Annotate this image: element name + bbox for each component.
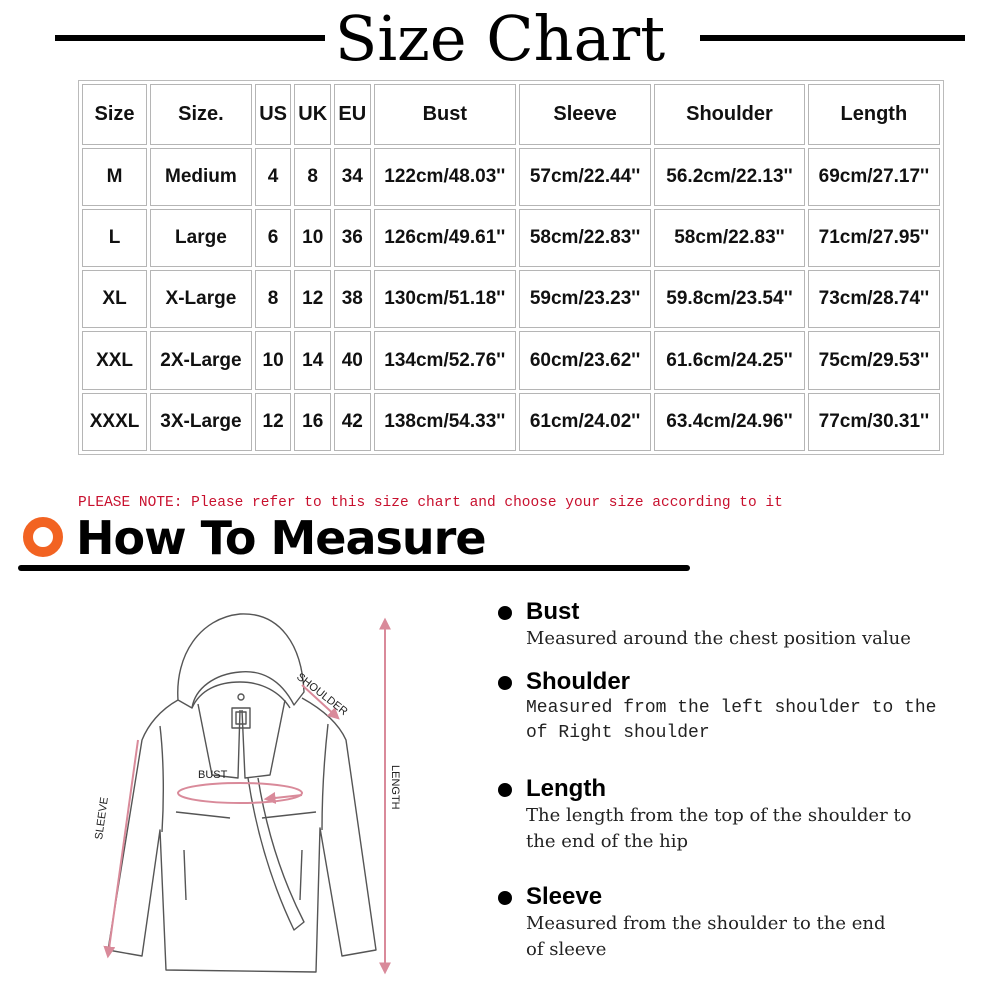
table-cell: 10 (255, 331, 292, 389)
table-cell: 134cm/52.76'' (374, 331, 516, 389)
shoulder-label: SHOULDER (294, 670, 350, 718)
table-row (82, 209, 940, 267)
table-cell: 8 (255, 270, 292, 328)
table-cell: 58cm/22.83'' (519, 209, 651, 267)
table-cell: 3X-Large (150, 393, 252, 451)
size-note: PLEASE NOTE: Please refer to this size chart and choose your size according to it (78, 495, 783, 511)
table-cell: 12 (294, 270, 331, 328)
table-cell: 130cm/51.18'' (374, 270, 516, 328)
size-table (79, 81, 943, 454)
table-cell: 61cm/24.02'' (519, 393, 651, 451)
table-cell: 61.6cm/24.25'' (654, 331, 805, 389)
table-row (82, 331, 940, 389)
definition-text-line: Measured from the shoulder to the end (526, 913, 886, 934)
header-cell: Length (808, 84, 940, 145)
size-table-frame (78, 80, 944, 455)
bullet-icon (498, 891, 512, 905)
sleeve-definition (498, 883, 978, 963)
definition-title: Length (526, 775, 606, 802)
table-cell: XXL (82, 331, 147, 389)
definition-title: Bust (526, 598, 580, 625)
table-cell: 71cm/27.95'' (808, 209, 940, 267)
table-cell: 63.4cm/24.96'' (654, 393, 805, 451)
header-cell: EU (334, 84, 371, 145)
bust-label: BUST (198, 769, 228, 781)
table-cell: 34 (334, 148, 371, 206)
table-cell: 58cm/22.83'' (654, 209, 805, 267)
bullet-icon (498, 676, 512, 690)
sleeve-label: SLEEVE (93, 796, 111, 841)
definition-title: Sleeve (526, 883, 603, 910)
orange-ring-icon (22, 516, 64, 558)
table-cell: 6 (255, 209, 292, 267)
table-cell: 75cm/29.53'' (808, 331, 940, 389)
table-cell: 42 (334, 393, 371, 451)
table-cell: 69cm/27.17'' (808, 148, 940, 206)
table-cell: 16 (294, 393, 331, 451)
table-cell: 2X-Large (150, 331, 252, 389)
table-row (82, 270, 940, 328)
definition-text-line: The length from the top of the shoulder to (526, 805, 912, 826)
table-cell: 60cm/23.62'' (519, 331, 651, 389)
jacket-diagram (80, 600, 430, 990)
table-cell: Medium (150, 148, 252, 206)
page-title: Size Chart (334, 2, 666, 75)
shoulder-definition (498, 668, 978, 746)
definition-text-line: of Right shoulder (526, 723, 710, 743)
bust-definition (498, 598, 978, 652)
table-row (82, 393, 940, 451)
length-definition (498, 775, 978, 855)
definition-text-line: the end of the hip (526, 831, 688, 852)
how-to-measure-heading: How To Measure (76, 511, 486, 565)
table-cell: 126cm/49.61'' (374, 209, 516, 267)
bust-measure-ring (178, 783, 302, 803)
header-cell: Size (82, 84, 147, 145)
header-cell: Sleeve (519, 84, 651, 145)
table-cell: 59.8cm/23.54'' (654, 270, 805, 328)
table-cell: XL (82, 270, 147, 328)
definition-text-line: Measured from the left shoulder to the (526, 698, 937, 718)
table-cell: X-Large (150, 270, 252, 328)
table-row (82, 148, 940, 206)
definition-text: Measured around the chest position value (526, 628, 911, 649)
definition-text-line: of sleeve (526, 939, 607, 960)
title-rule-right (700, 35, 965, 41)
table-cell: M (82, 148, 147, 206)
table-cell: 77cm/30.31'' (808, 393, 940, 451)
table-cell: 8 (294, 148, 331, 206)
table-cell: 36 (334, 209, 371, 267)
table-cell: 10 (294, 209, 331, 267)
table-cell: 40 (334, 331, 371, 389)
table-cell: 4 (255, 148, 292, 206)
jacket-outline-icon (108, 614, 376, 972)
table-cell: 38 (334, 270, 371, 328)
header-cell: US (255, 84, 292, 145)
bullet-icon (498, 783, 512, 797)
table-cell: 122cm/48.03'' (374, 148, 516, 206)
table-cell: 57cm/22.44'' (519, 148, 651, 206)
table-cell: 56.2cm/22.13'' (654, 148, 805, 206)
heading-rule (18, 565, 690, 571)
table-cell: 59cm/23.23'' (519, 270, 651, 328)
table-cell: 14 (294, 331, 331, 389)
table-cell: 12 (255, 393, 292, 451)
length-label: LENGTH (389, 765, 401, 810)
table-cell: 138cm/54.33'' (374, 393, 516, 451)
table-header-row (82, 84, 940, 145)
header-cell: UK (294, 84, 331, 145)
sleeve-arrow (108, 740, 138, 956)
table-cell: XXXL (82, 393, 147, 451)
bullet-icon (498, 606, 512, 620)
header-cell: Bust (374, 84, 516, 145)
table-cell: L (82, 209, 147, 267)
table-cell: Large (150, 209, 252, 267)
header-cell: Size. (150, 84, 252, 145)
header-cell: Shoulder (654, 84, 805, 145)
definition-title: Shoulder (526, 668, 631, 695)
table-cell: 73cm/28.74'' (808, 270, 940, 328)
